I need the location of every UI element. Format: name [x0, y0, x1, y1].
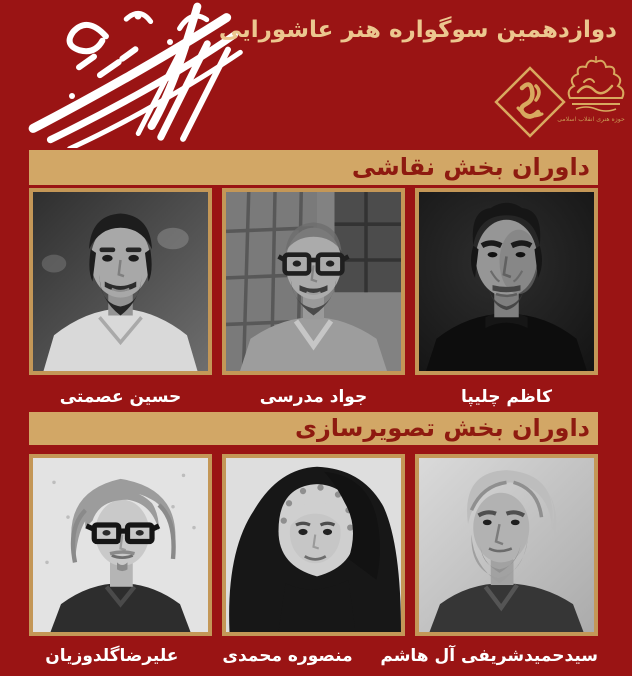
judge-name: جواد مدرسی: [259, 387, 368, 407]
section-header-illustration: داوران بخش تصویرسازی: [29, 412, 598, 445]
judge-name: منصوره محمدی: [222, 646, 353, 666]
judge-photo-alireza-goldouzian: [29, 454, 212, 636]
judge-photo-hossein-esmati: [29, 188, 212, 375]
hozeh-honari-logo-icon: [564, 56, 628, 116]
judge-name: علیرضاگلدوزیان: [45, 646, 179, 666]
judge-photo-mansoureh-mohammadi: [222, 454, 405, 636]
judge-names-illustration: [29, 642, 598, 670]
section-header-painting: داوران بخش نقاشی: [29, 150, 598, 185]
judge-names-painting: [29, 383, 598, 411]
judges-photo-row-painting: [29, 188, 598, 375]
judge-photo-kazem-chalipa: [415, 188, 598, 375]
poster-title: دوازدهمین سوگواره هنر عاشورایی: [218, 17, 617, 43]
calligraphy-artwork: [14, 0, 246, 148]
festival-logo-icon: [492, 64, 568, 140]
judge-name: کاظم چلیپا: [461, 387, 552, 407]
hozeh-honari-caption: حوزه هنری انقلاب اسلامی: [557, 115, 625, 123]
judge-name: حسین عصمتی: [59, 387, 182, 407]
judge-photo-javad-modarresi: [222, 188, 405, 375]
judge-photo-seyed-hamid-sharifi: [415, 454, 598, 636]
judge-name: سیدحمیدشریفی آل هاشم: [380, 646, 598, 666]
judges-photo-row-illustration: [29, 454, 598, 636]
